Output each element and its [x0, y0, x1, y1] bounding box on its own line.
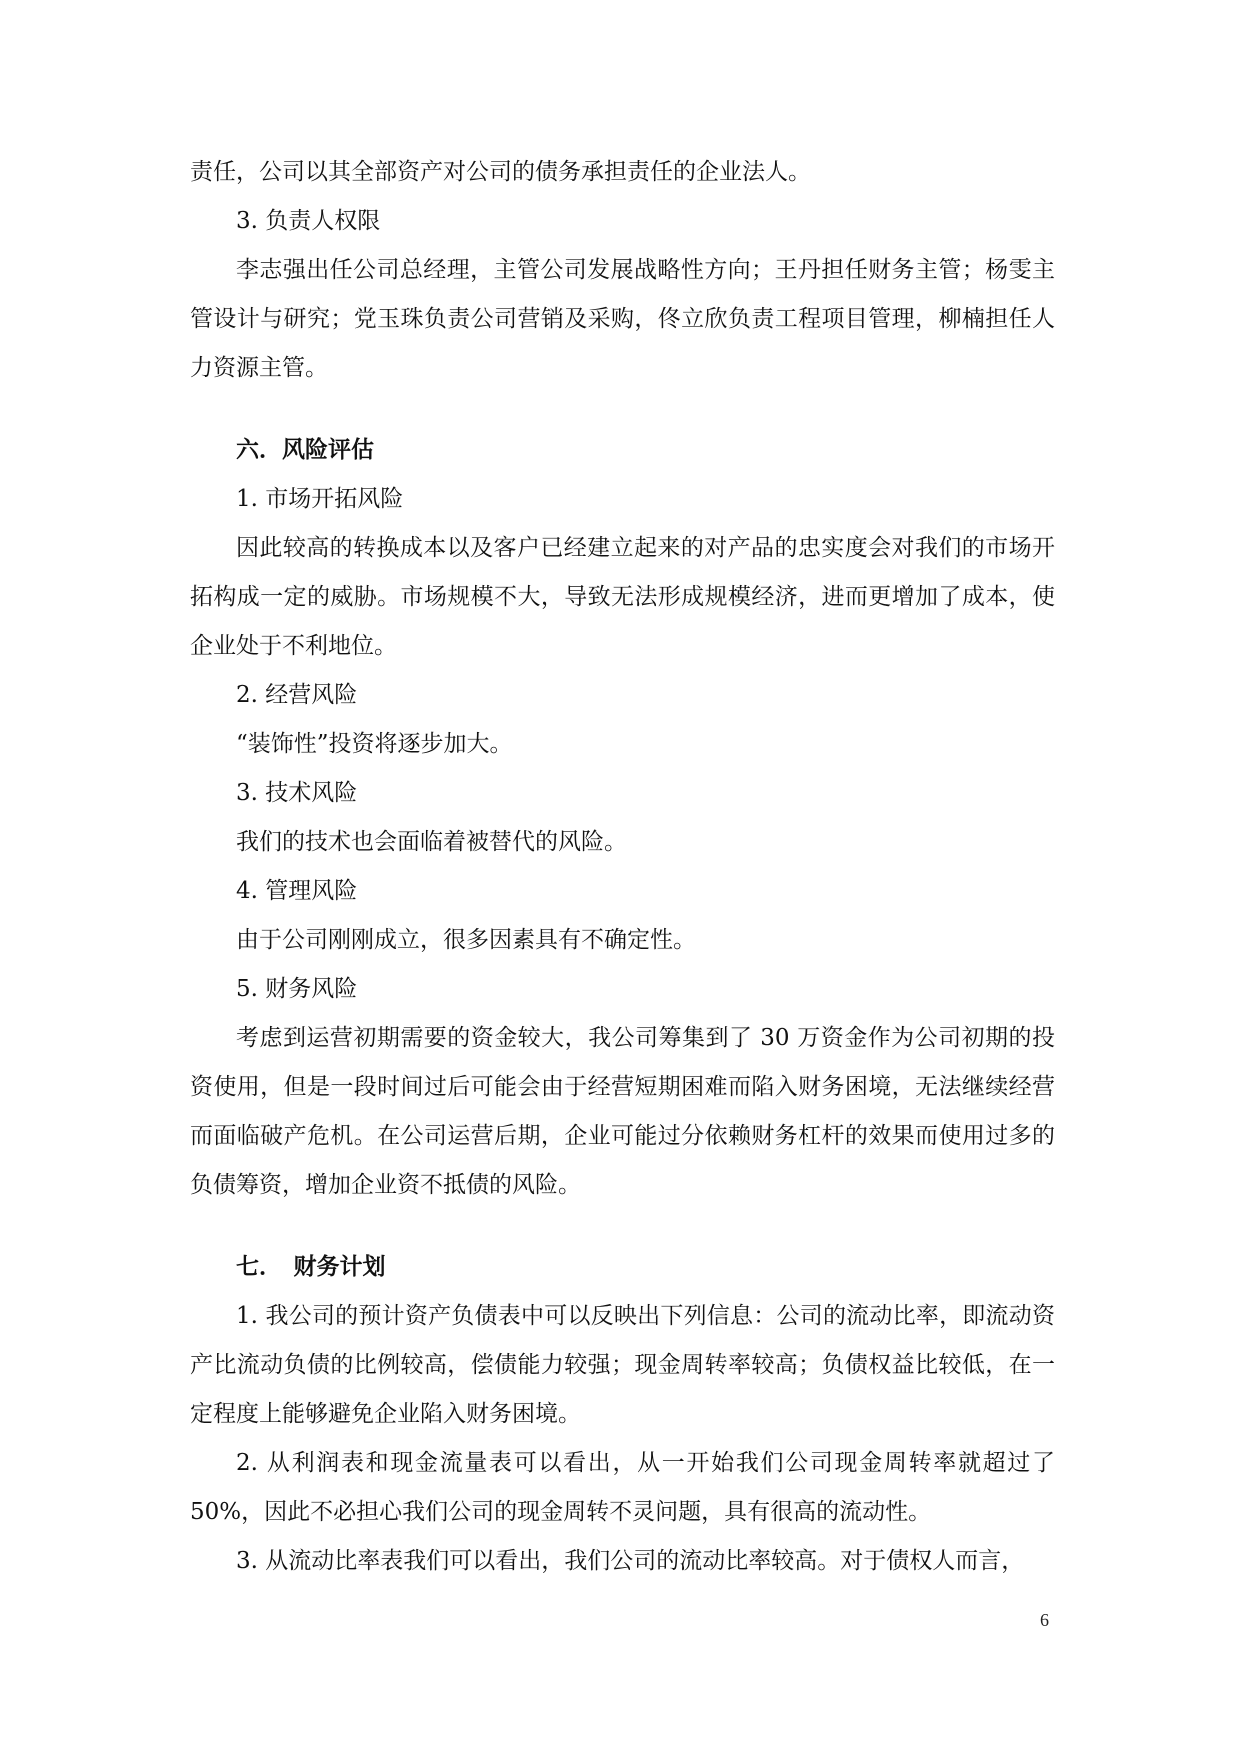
risk-item-title: 3. 技术风险: [236, 780, 358, 806]
section-heading-finance: 七． 财务计划: [236, 1254, 386, 1280]
section-heading-risk: 六．风险评估: [236, 437, 374, 463]
page-number: 6: [1040, 1610, 1049, 1630]
page-content: [190, 148, 1055, 1586]
risk-item-text: 我们的技术也会面临着被替代的风险。: [236, 829, 627, 855]
risk-item-title: 5. 财务风险: [236, 976, 358, 1002]
risk-item-title: 4. 管理风险: [236, 878, 358, 904]
risk-item-title: 1. 市场开拓风险: [236, 486, 404, 512]
finance-paragraph: 2. 从利润表和现金流量表可以看出，从一开始我们公司现金周转率就超过了 50%，因此不必担心我们公司的现金周转不灵问题，具有很高的流动性。: [190, 1450, 1055, 1525]
risk-item-text: 考虑到运营初期需要的资金较大，我公司筹集到了 30 万资金作为公司初期的投资使用，但是一段时间过后可能会由于经营短期困难而陷入财务困境，无法继续经营而面临破产危机。在公司运营后期，企业可能过分依赖财务杠杆的效果而使用过多的负债筹资，增加企业资不抵债的风险。: [190, 1025, 1055, 1198]
responsibility-paragraph: 李志强出任公司总经理，主管公司发展战略性方向；王丹担任财务主管；杨雯主管设计与研究；党玉珠负责公司营销及采购，佟立欣负责工程项目管理，柳楠担任人力资源主管。: [190, 257, 1055, 381]
risk-item-title: 2. 经营风险: [236, 682, 358, 708]
risk-item-text: 由于公司刚刚成立，很多因素具有不确定性。: [236, 927, 696, 953]
risk-item-text: “装饰性”投资将逐步加大。: [236, 731, 513, 757]
finance-paragraph: 1. 我公司的预计资产负债表中可以反映出下列信息：公司的流动比率，即流动资产比流动负债的比例较高，偿债能力较强；现金周转率较高；负债权益比较低，在一定程度上能够避免企业陷入财务困境。: [190, 1303, 1055, 1427]
finance-paragraph: 3. 从流动比率表我们可以看出，我们公司的流动比率较高。对于债权人而言，: [236, 1548, 1025, 1574]
continuation-paragraph: 责任，公司以其全部资产对公司的债务承担责任的企业法人。: [190, 159, 811, 185]
subheading-responsibility: 3. 负责人权限: [236, 208, 381, 234]
risk-item-text: 因此较高的转换成本以及客户已经建立起来的对产品的忠实度会对我们的市场开拓构成一定的威胁。市场规模不大，导致无法形成规模经济，进而更增加了成本，使企业处于不利地位。: [190, 535, 1055, 659]
